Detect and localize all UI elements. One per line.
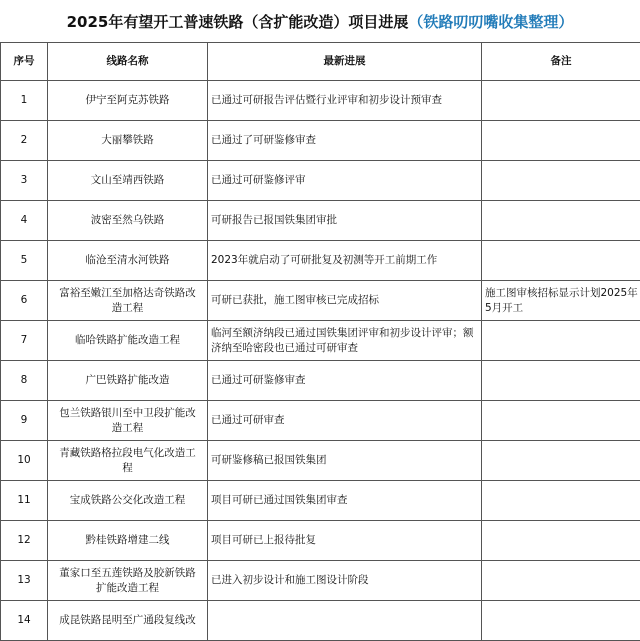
table-row <box>1 161 640 201</box>
cell-progress: 已通过可研鉴修评审 <box>208 161 482 201</box>
cell-note <box>482 561 640 601</box>
table-row <box>1 401 640 441</box>
cell-note <box>482 201 640 241</box>
cell-progress: 已通过了可研鉴修审查 <box>208 121 482 161</box>
cell-line-name: 包兰铁路银川至中卫段扩能改造工程 <box>48 401 208 441</box>
cell-note <box>482 441 640 481</box>
cell-note <box>482 521 640 561</box>
cell-note <box>482 401 640 441</box>
table-row <box>1 561 640 601</box>
cell-no: 4 <box>1 201 48 241</box>
table-row <box>1 281 640 321</box>
cell-note <box>482 81 640 121</box>
cell-line-name: 董家口至五莲铁路及胶新铁路扩能改造工程 <box>48 561 208 601</box>
cell-progress: 可研鉴修稿已报国铁集团 <box>208 441 482 481</box>
table-body <box>1 81 640 641</box>
cell-line-name: 波密至然乌铁路 <box>48 201 208 241</box>
cell-note <box>482 601 640 641</box>
cell-line-name: 富裕至嫩江至加格达奇铁路改造工程 <box>48 281 208 321</box>
cell-line-name: 广巴铁路扩能改造 <box>48 361 208 401</box>
cell-progress <box>208 601 482 641</box>
table-header-row <box>1 43 640 81</box>
cell-line-name: 临沧至清水河铁路 <box>48 241 208 281</box>
cell-no: 9 <box>1 401 48 441</box>
table-row <box>1 521 640 561</box>
cell-no: 6 <box>1 281 48 321</box>
header-line-name: 线路名称 <box>48 43 208 81</box>
cell-line-name: 伊宁至阿克苏铁路 <box>48 81 208 121</box>
table-row <box>1 601 640 641</box>
cell-line-name: 成昆铁路昆明至广通段复线改 <box>48 601 208 641</box>
title-main: 2025年有望开工普速铁路（含扩能改造）项目进展 <box>67 11 409 32</box>
cell-note: 施工图审核招标显示计划2025年5月开工 <box>482 281 640 321</box>
table-row <box>1 361 640 401</box>
page-title <box>0 0 640 42</box>
header-progress: 最新进展 <box>208 43 482 81</box>
cell-no: 13 <box>1 561 48 601</box>
progress-table <box>0 42 640 641</box>
cell-no: 7 <box>1 321 48 361</box>
cell-line-name: 青藏铁路格拉段电气化改造工程 <box>48 441 208 481</box>
cell-no: 12 <box>1 521 48 561</box>
table-row <box>1 321 640 361</box>
cell-progress: 可研报告已报国铁集团审批 <box>208 201 482 241</box>
cell-no: 10 <box>1 441 48 481</box>
cell-progress: 已通过可研鉴修审查 <box>208 361 482 401</box>
cell-no: 11 <box>1 481 48 521</box>
cell-note <box>482 481 640 521</box>
cell-line-name: 黔桂铁路增建二线 <box>48 521 208 561</box>
title-source: （铁路叨叨嘴收集整理） <box>408 11 573 32</box>
cell-note <box>482 121 640 161</box>
cell-no: 3 <box>1 161 48 201</box>
cell-no: 1 <box>1 81 48 121</box>
table-row <box>1 201 640 241</box>
progress-table-container <box>0 42 640 641</box>
table-row <box>1 241 640 281</box>
header-no: 序号 <box>1 43 48 81</box>
cell-line-name: 文山至靖西铁路 <box>48 161 208 201</box>
table-row <box>1 481 640 521</box>
cell-note <box>482 361 640 401</box>
cell-progress: 已通过可研报告评估暨行业评审和初步设计预审查 <box>208 81 482 121</box>
cell-note <box>482 321 640 361</box>
cell-no: 14 <box>1 601 48 641</box>
table-row <box>1 81 640 121</box>
cell-progress: 已通过可研审查 <box>208 401 482 441</box>
header-note: 备注 <box>482 43 640 81</box>
cell-no: 8 <box>1 361 48 401</box>
cell-line-name: 大丽攀铁路 <box>48 121 208 161</box>
cell-note <box>482 241 640 281</box>
cell-no: 5 <box>1 241 48 281</box>
cell-line-name: 临哈铁路扩能改造工程 <box>48 321 208 361</box>
cell-progress: 可研已获批，施工图审核已完成招标 <box>208 281 482 321</box>
cell-progress: 已进入初步设计和施工图设计阶段 <box>208 561 482 601</box>
cell-progress: 2023年就启动了可研批复及初测等开工前期工作 <box>208 241 482 281</box>
cell-note <box>482 161 640 201</box>
cell-no: 2 <box>1 121 48 161</box>
cell-line-name: 宝成铁路公交化改造工程 <box>48 481 208 521</box>
cell-progress: 项目可研已上报待批复 <box>208 521 482 561</box>
cell-progress: 临河至额济纳段已通过国铁集团评审和初步设计评审；额济纳至哈密段也已通过可研审查 <box>208 321 482 361</box>
table-row <box>1 121 640 161</box>
table-row <box>1 441 640 481</box>
cell-progress: 项目可研已通过国铁集团审查 <box>208 481 482 521</box>
